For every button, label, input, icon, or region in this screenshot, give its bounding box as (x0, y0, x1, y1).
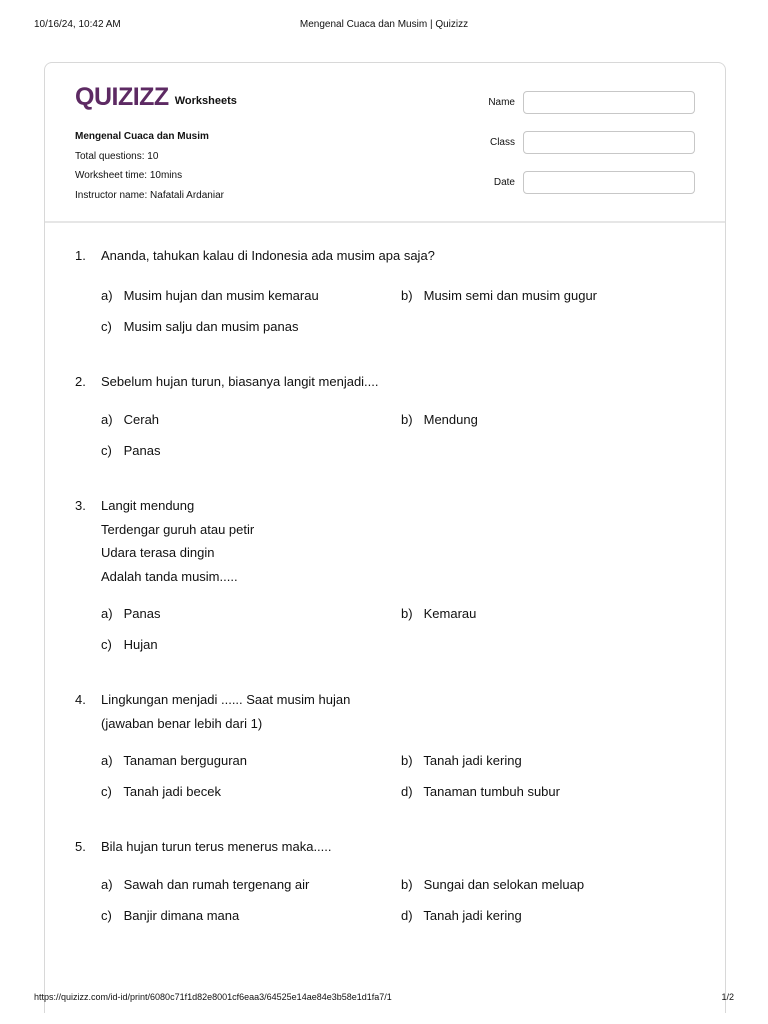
option-text: Tanaman tumbuh subur (423, 784, 560, 799)
option-letter: b) (401, 288, 413, 303)
question-number: 1. (75, 248, 86, 263)
answer-option (101, 288, 319, 303)
answer-option (101, 637, 158, 652)
answer-option (101, 606, 161, 621)
option-text: Sungai dan selokan meluap (423, 877, 585, 892)
answer-option (101, 753, 247, 768)
answer-option (401, 288, 597, 303)
name-field[interactable] (523, 91, 695, 114)
instructor-name: Instructor name: Nafatali Ardaniar (75, 189, 224, 201)
date-field-row (488, 171, 695, 194)
answer-option (101, 443, 161, 458)
answer-option (401, 784, 560, 799)
option-text: Musim hujan dan musim kemarau (123, 288, 319, 303)
date-field[interactable] (523, 171, 695, 194)
option-text: Panas (123, 443, 161, 458)
question-text-line: (jawaban benar lebih dari 1) (101, 715, 263, 731)
question-text-line: Lingkungan menjadi ...... Saat musim hujan (101, 692, 351, 707)
question-text-line: Udara terasa dingin (101, 545, 215, 560)
answer-option (401, 412, 478, 427)
option-letter: d) (401, 908, 413, 923)
option-text: Sawah dan rumah tergenang air (123, 877, 310, 892)
print-datetime: 10/16/24, 10:42 AM (34, 19, 121, 30)
page-indicator: 1/2 (721, 992, 734, 1002)
option-text: Tanah jadi kering (423, 753, 522, 768)
option-letter: c) (101, 637, 112, 652)
page-url: https://quizizz.com/id-id/print/6080c71f1d82e8001cf6eaa3/64525e14ae84e3b58e1d1fa7/1 (34, 992, 392, 1002)
question-number: 5. (75, 839, 86, 854)
option-text: Musim semi dan musim gugur (423, 288, 598, 303)
option-letter: c) (101, 443, 112, 458)
worksheet-header (45, 63, 725, 223)
option-text: Kemarau (423, 606, 477, 621)
question-text: Bila hujan turun terus menerus maka..... (101, 839, 332, 854)
question-text: Ananda, tahukan kalau di Indonesia ada musim apa saja? (101, 248, 435, 263)
option-letter: b) (401, 877, 413, 892)
option-text: Banjir dimana mana (123, 908, 240, 923)
class-label: Class (489, 137, 515, 148)
question-text: Sebelum hujan turun, biasanya langit menjadi.... (101, 374, 379, 389)
print-footer (34, 992, 734, 1006)
worksheet (44, 62, 726, 1013)
option-letter: b) (401, 753, 413, 768)
question-number: 3. (75, 498, 86, 513)
option-letter: c) (101, 319, 112, 334)
option-letter: b) (401, 606, 413, 621)
option-letter: d) (401, 784, 413, 799)
question-text-line: Adalah tanda musim..... (101, 568, 238, 584)
option-letter: b) (401, 412, 413, 427)
question-text-line: Terdengar guruh atau petir (101, 521, 255, 537)
option-text: Tanah jadi becek (123, 784, 221, 799)
print-page-title: Mengenal Cuaca dan Musim | Quizizz (299, 19, 469, 30)
date-label: Date (493, 177, 515, 188)
print-header (34, 19, 734, 33)
name-field-row (488, 91, 695, 114)
question-number: 4. (75, 692, 86, 707)
quizizz-logo: QUIZIZZ (75, 83, 169, 111)
option-letter: a) (101, 877, 113, 892)
total-questions: Total questions: 10 (75, 150, 159, 162)
worksheet-time: Worksheet time: 10mins (75, 170, 183, 181)
class-field-row (488, 131, 695, 154)
option-letter: a) (101, 753, 113, 768)
option-letter: a) (101, 412, 113, 427)
option-text: Cerah (123, 412, 160, 427)
worksheet-meta (75, 127, 224, 205)
option-letter: c) (101, 784, 112, 799)
answer-option (401, 606, 476, 621)
option-text: Tanaman berguguran (123, 753, 247, 768)
answer-option (101, 412, 159, 427)
option-text: Musim salju dan musim panas (123, 319, 299, 334)
worksheets-label: Worksheets (174, 95, 237, 107)
question-text-line: Langit mendung (101, 498, 195, 513)
option-text: Hujan (123, 637, 158, 652)
worksheet-title: Mengenal Cuaca dan Musim (75, 131, 209, 142)
answer-option (101, 784, 221, 799)
option-letter: a) (101, 288, 113, 303)
answer-option (401, 877, 584, 892)
option-text: Tanah jadi kering (423, 908, 522, 923)
answer-option (101, 319, 298, 334)
question-number: 2. (75, 374, 86, 389)
option-text: Panas (123, 606, 161, 621)
answer-option (401, 908, 522, 923)
option-letter: c) (101, 908, 112, 923)
brand (75, 83, 237, 111)
student-fields (488, 91, 695, 211)
name-label: Name (488, 97, 515, 108)
option-text: Mendung (423, 412, 478, 427)
answer-option (101, 908, 239, 923)
answer-option (101, 877, 309, 892)
option-letter: a) (101, 606, 113, 621)
answer-option (401, 753, 522, 768)
class-field[interactable] (523, 131, 695, 154)
